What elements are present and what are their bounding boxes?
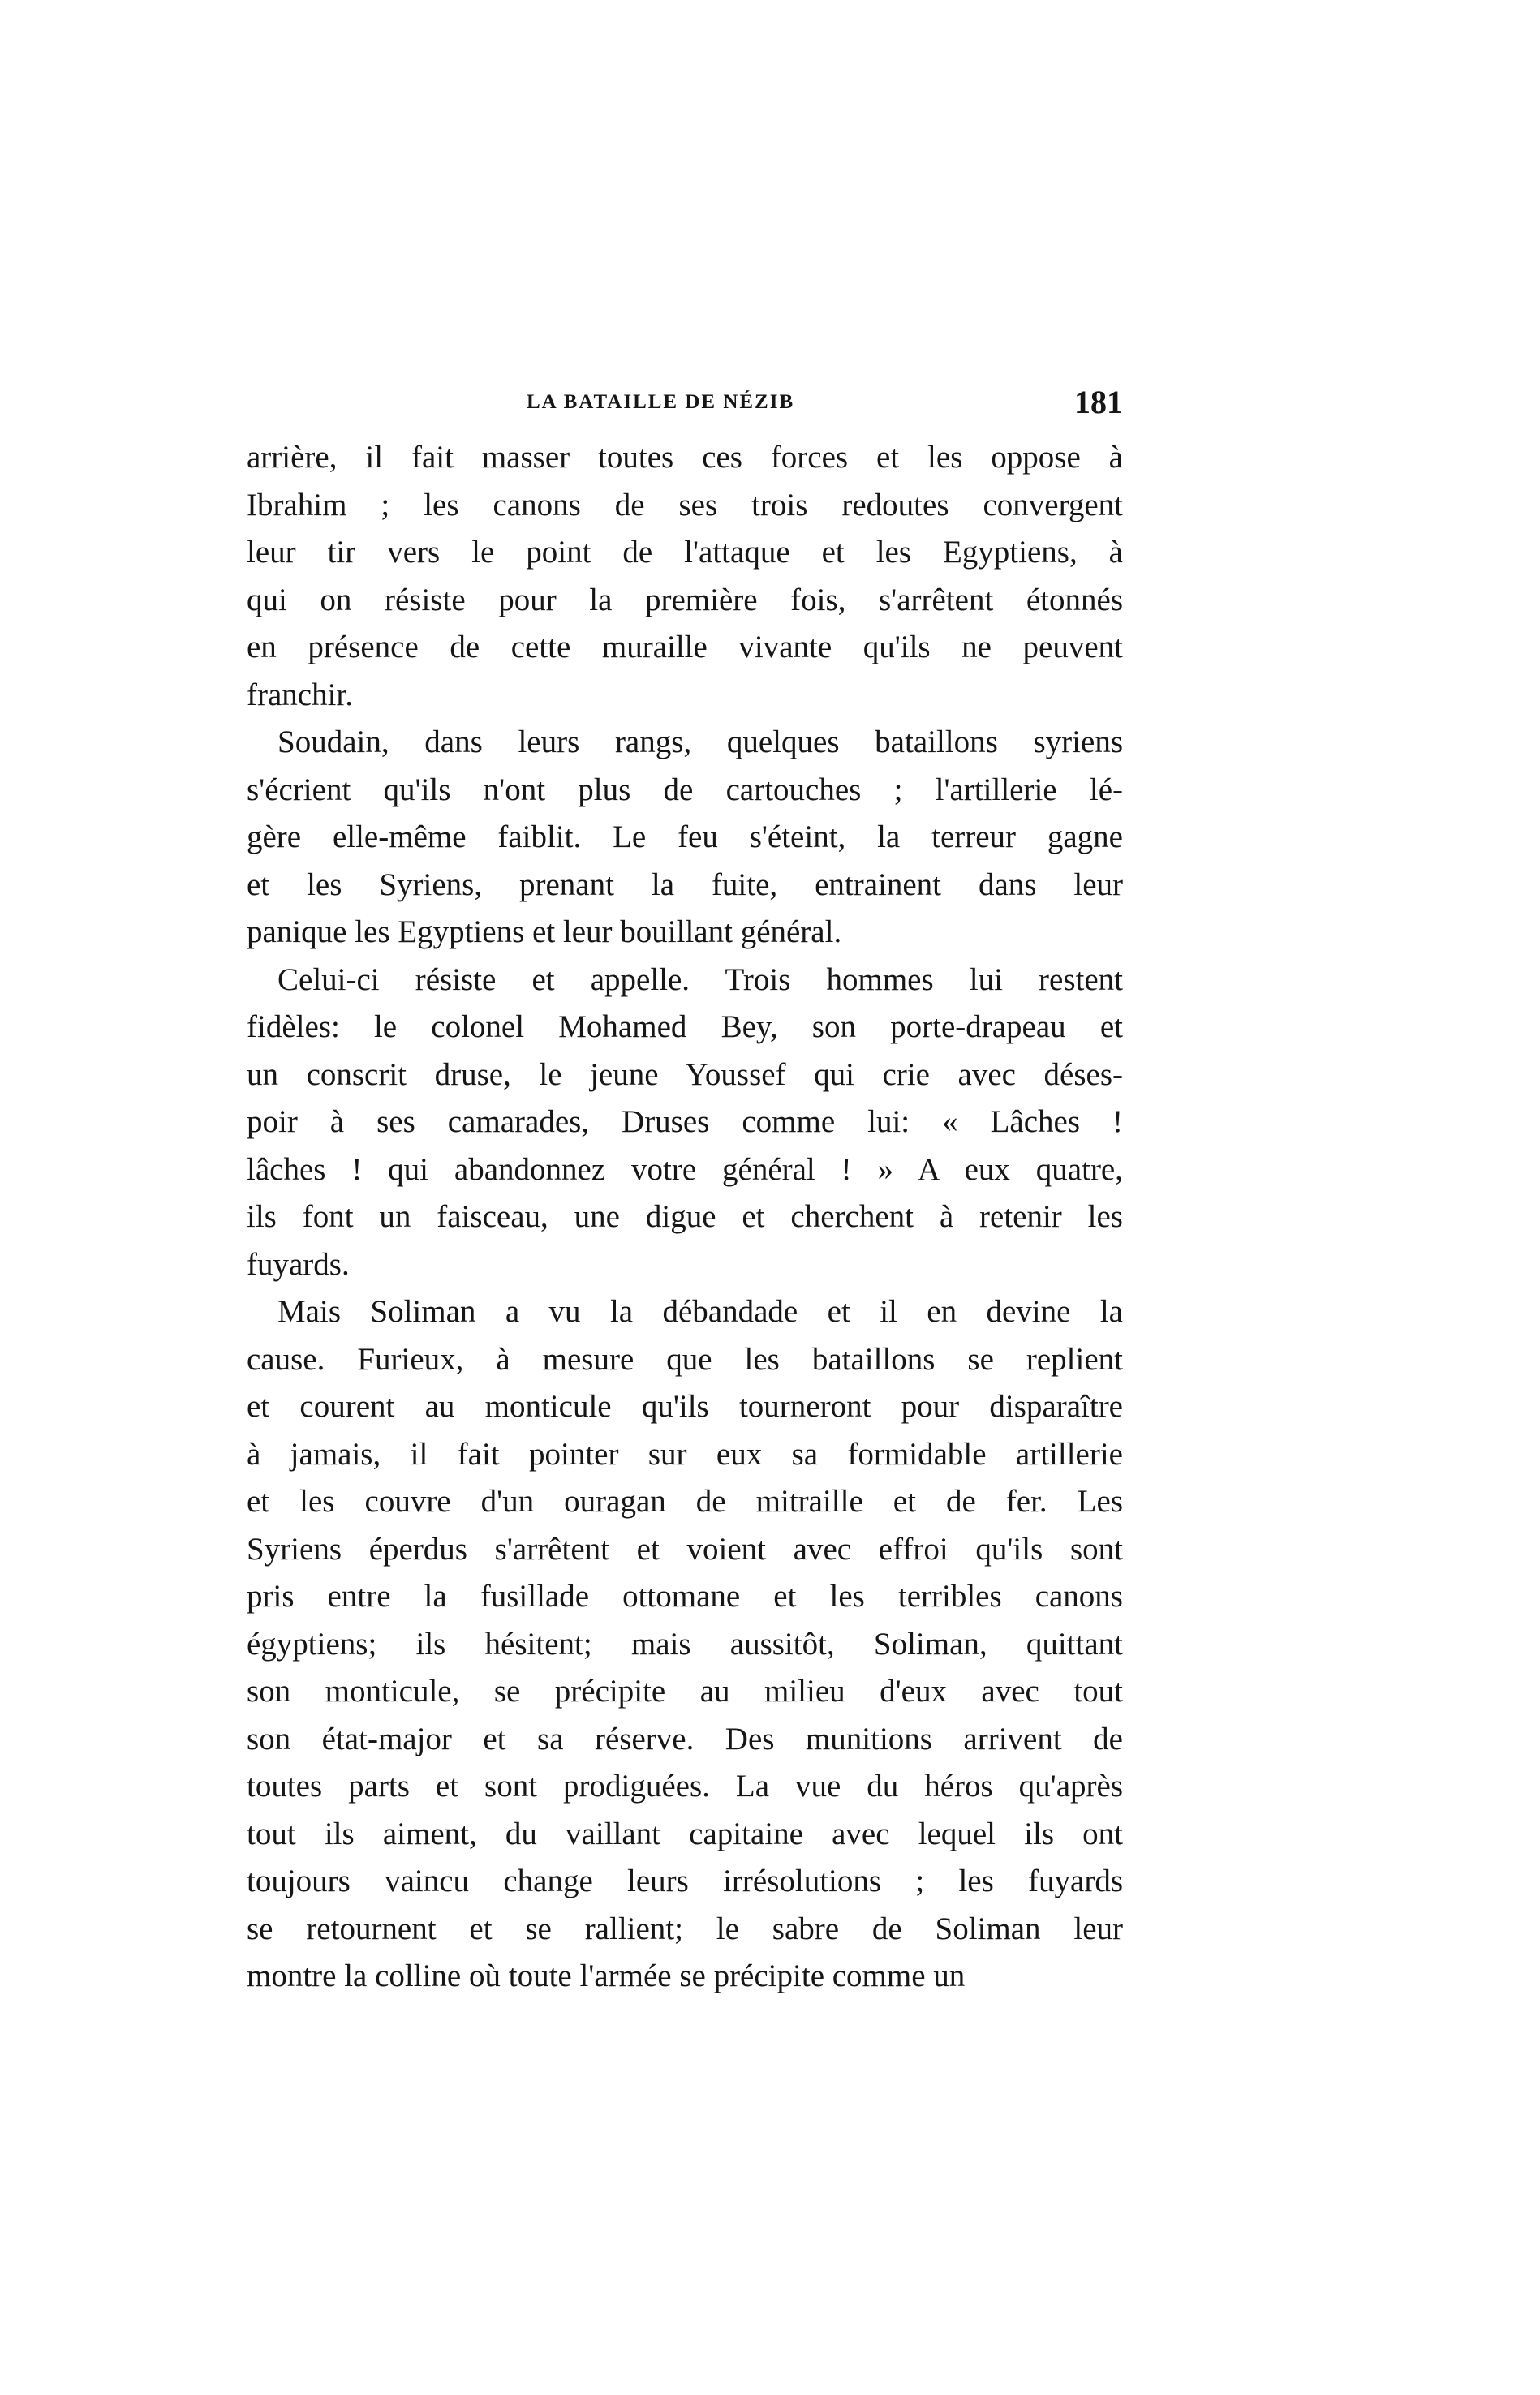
- text-line: à jamais, il fait pointer sur eux sa formidable artillerie: [247, 1436, 1123, 1472]
- text-line: et les couvre d'un ouragan de mitraille et de fer. Les: [247, 1484, 1123, 1519]
- text-line: Soudain, dans leurs rangs, quelques bataillons syriens: [277, 725, 1123, 759]
- page-number: 181: [1074, 384, 1123, 420]
- text-line: arrière, il fait masser toutes ces forces et les oppose à: [247, 440, 1123, 475]
- chapter-title: LA BATAILLE DE NÉZIB: [527, 391, 795, 413]
- text-line: qui on résiste pour la première fois, s'arrêtent étonnés: [247, 582, 1123, 617]
- text-line: ils font un faisceau, une digue et cherchent à retenir les: [247, 1199, 1123, 1234]
- text-line: Ibrahim ; les canons de ses trois redoutes convergent: [247, 487, 1123, 522]
- text-line: égyptiens; ils hésitent; mais aussitôt, Soliman, quittant: [247, 1626, 1123, 1662]
- text-line: poir à ses camarades, Druses comme lui: « Lâches !: [247, 1104, 1123, 1139]
- text-line: lâches ! qui abandonnez votre général ! » A eux quatre,: [247, 1151, 1123, 1187]
- text-line: toutes parts et sont prodiguées. La vue du héros qu'après: [247, 1769, 1123, 1804]
- text-line: tout ils aiment, du vaillant capitaine avec lequel ils ont: [247, 1816, 1123, 1851]
- text-line: son état-major et sa réserve. Des munitions arrivent de: [247, 1721, 1123, 1756]
- text-line: gère elle-même faiblit. Le feu s'éteint, la terreur gagne: [247, 819, 1123, 854]
- text-line: se retournent et se rallient; le sabre de Soliman leur: [247, 1911, 1123, 1946]
- text-line: et courent au monticule qu'ils tourneront pour disparaître: [247, 1389, 1123, 1424]
- running-header: [247, 384, 1123, 420]
- text-line: toujours vaincu change leurs irrésolutions ; les fuyards: [247, 1864, 1123, 1898]
- text-line: montre la colline où toute l'armée se précipite comme un: [247, 1959, 966, 1993]
- body-text: [247, 434, 1123, 2001]
- text-line: en présence de cette muraille vivante qu'ils ne peuvent: [247, 630, 1123, 664]
- text-line: Mais Soliman a vu la débandade et il en devine la: [277, 1294, 1123, 1329]
- text-line: Celui-ci résiste et appelle. Trois hommes lui restent: [277, 961, 1123, 997]
- text-line: s'écrient qu'ils n'ont plus de cartouches ; l'artillerie lé-: [247, 772, 1123, 807]
- text-line: panique les Egyptiens et leur bouillant général.: [247, 914, 842, 949]
- text-line: cause. Furieux, à mesure que les bataillons se replient: [247, 1341, 1123, 1377]
- text-line: et les Syriens, prenant la fuite, entrainent dans leur: [247, 866, 1123, 902]
- text-line: un conscrit druse, le jeune Youssef qui crie avec déses-: [247, 1056, 1123, 1092]
- text-line: pris entre la fusillade ottomane et les terribles canons: [247, 1579, 1123, 1614]
- text-line: leur tir vers le point de l'attaque et les Egyptiens, à: [247, 535, 1123, 570]
- text-line: Syriens éperdus s'arrêtent et voient avec effroi qu'ils sont: [247, 1531, 1123, 1567]
- text-line: fidèles: le colonel Mohamed Bey, son porte-drapeau et: [247, 1009, 1123, 1044]
- text-line: fuyards.: [247, 1246, 350, 1282]
- text-line: son monticule, se précipite au milieu d'eux avec tout: [247, 1674, 1123, 1709]
- text-line: franchir.: [247, 677, 354, 712]
